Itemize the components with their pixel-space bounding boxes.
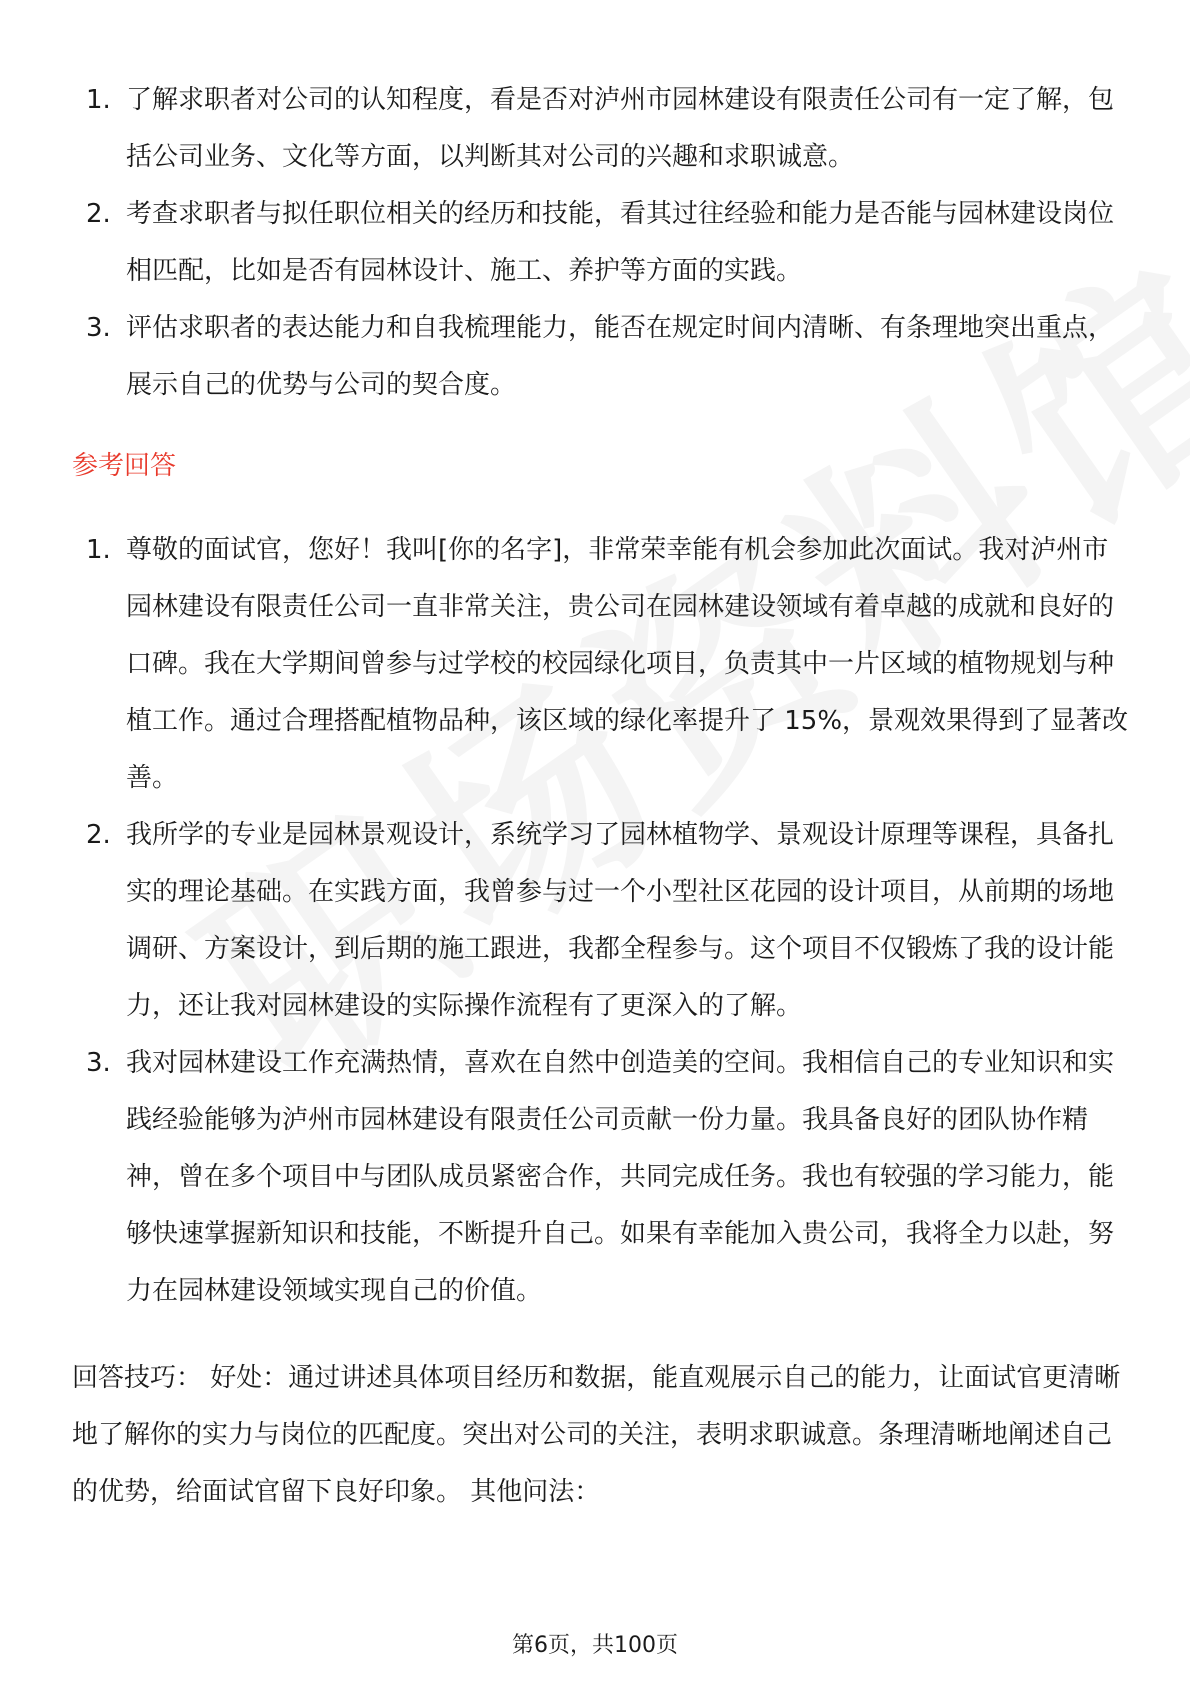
- list-item: [72, 72, 1132, 186]
- list-item: [72, 300, 1132, 414]
- list-text: 我对园林建设工作充满热情，喜欢在自然中创造美的空间。我相信自己的专业知识和实践经验能够为泸州市园林建设有限责任公司贡献一份力量。我具备良好的团队协作精神，曾在多个项目中与团队成员紧密合作，共同完成任务。我也有较强的学习能力，能够快速掌握新知识和技能，不断提升自己。如果有幸能加入贵公司，我将全力以赴，努力在园林建设领域实现自己的价值。: [126, 1048, 1115, 1306]
- list-item: [72, 807, 1132, 1035]
- list-number: 1.: [86, 85, 111, 115]
- list-text: 了解求职者对公司的认知程度，看是否对泸州市园林建设有限责任公司有一定了解，包括公司业务、文化等方面，以判断其对公司的兴趣和求职诚意。: [126, 85, 1115, 172]
- reference-answer-list: [72, 522, 1132, 1320]
- page-number-footer: 第6页，共100页: [512, 1633, 678, 1658]
- page-content: [72, 72, 1132, 1521]
- list-text: 评估求职者的表达能力和自我梳理能力，能否在规定时间内清晰、有条理地突出重点，展示自己的优势与公司的契合度。: [126, 313, 1115, 400]
- list-text: 尊敬的面试官，您好！我叫[你的名字]，非常荣幸能有机会参加此次面试。我对泸州市园林建设有限责任公司一直非常关注，贵公司在园林建设领域有着卓越的成就和良好的口碑。我在大学期间曾参与过学校的校园绿化项目，负责其中一片区域的植物规划与种植工作。通过合理搭配植物品种，该区域的绿化率提升了 15%，景观效果得到了显著改善。: [126, 535, 1129, 793]
- reference-answer-heading: 参考回答: [72, 451, 177, 481]
- list-item: [72, 1035, 1132, 1320]
- list-item: [72, 522, 1132, 807]
- assessment-list: [72, 72, 1132, 414]
- list-number: 2.: [86, 199, 111, 229]
- list-number: 1.: [86, 535, 111, 565]
- list-number: 3.: [86, 1048, 111, 1078]
- list-number: 2.: [86, 820, 111, 850]
- list-text: 我所学的专业是园林景观设计，系统学习了园林植物学、景观设计原理等课程，具备扎实的理论基础。在实践方面，我曾参与过一个小型社区花园的设计项目，从前期的场地调研、方案设计，到后期的施工跟进，我都全程参与。这个项目不仅锻炼了我的设计能力，还让我对园林建设的实际操作流程有了更深入的了解。: [126, 820, 1115, 1021]
- list-item: [72, 186, 1132, 300]
- answer-tips-paragraph: 回答技巧： 好处：通过讲述具体项目经历和数据，能直观展示自己的能力，让面试官更清晰地了解你的实力与岗位的匹配度。突出对公司的关注，表明求职诚意。条理清晰地阐述自己的优势，给面试官留下良好印象。 其他问法：: [72, 1363, 1121, 1507]
- list-text: 考查求职者与拟任职位相关的经历和技能，看其过往经验和能力是否能与园林建设岗位相匹配，比如是否有园林设计、施工、养护等方面的实践。: [126, 199, 1115, 286]
- list-number: 3.: [86, 313, 111, 343]
